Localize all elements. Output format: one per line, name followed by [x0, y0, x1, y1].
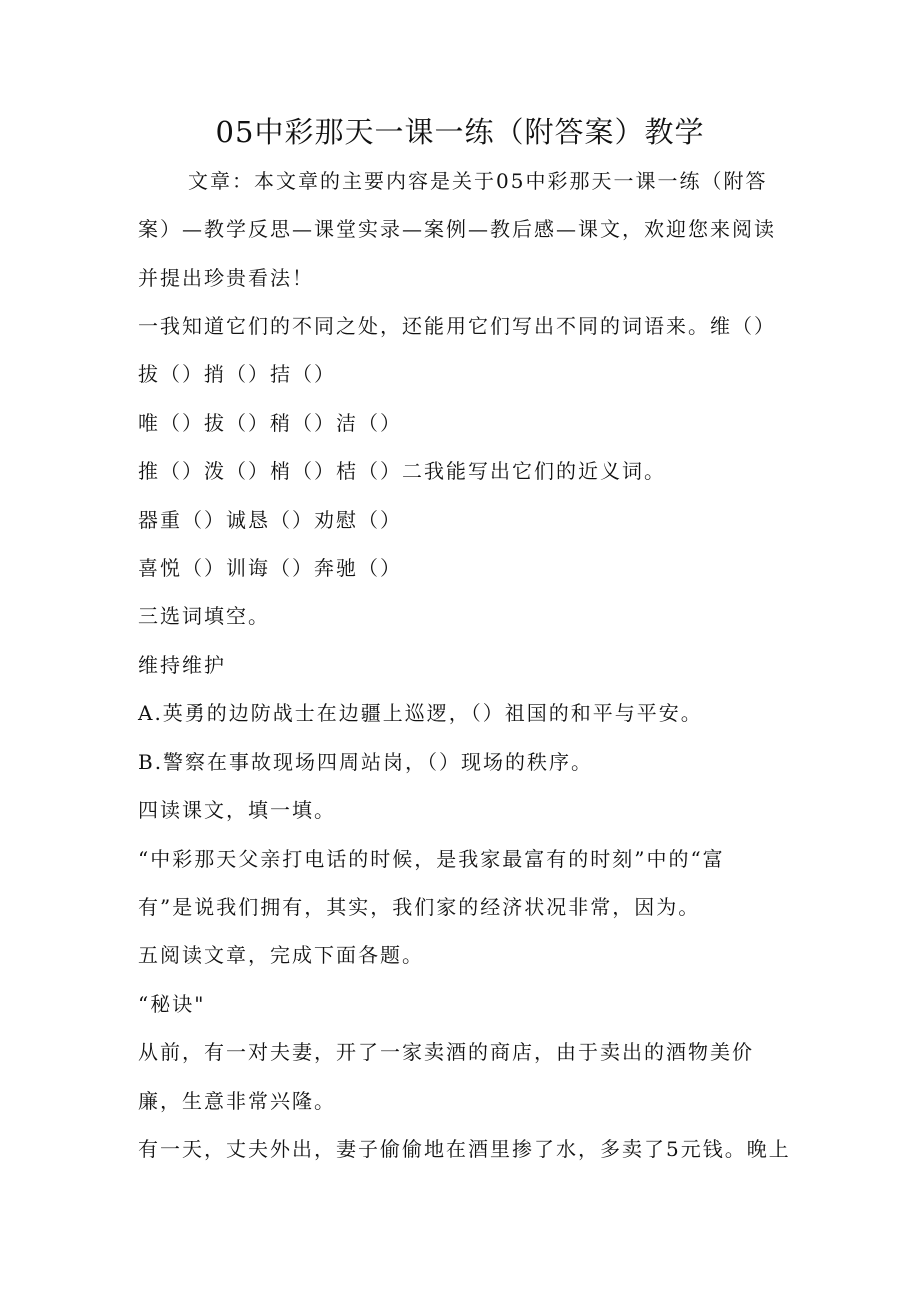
- reading-paragraph-1-line-1: 从前，有一对夫妻，开了一家卖酒的商店，由于卖出的酒物美价: [138, 1040, 754, 1064]
- reading-title: “秘诀": [138, 992, 206, 1016]
- exercise-3-heading: 三选词填空。: [138, 604, 270, 628]
- reading-paragraph-2-line-1: 有一天，丈夫外出，妻子偷偷地在酒里掺了水，多卖了5元钱。晚上: [138, 1137, 791, 1161]
- exercise-4-line-1: “中彩那天父亲打电话的时候，是我家最富有的时刻”中的“富: [138, 847, 725, 871]
- exercise-3-item-b: B.警察在事故现场四周站岗，（）现场的秩序。: [138, 750, 594, 774]
- exercise-2-row-2: 喜悦（）训诲（）奔驰（）: [138, 556, 402, 580]
- exercise-4-heading: 四读课文，填一填。: [138, 798, 336, 822]
- exercise-1-row-1: 拔（）捎（）拮（）: [138, 362, 336, 386]
- exercise-4-line-2: 有”是说我们拥有，其实，我们家的经济状况非常，因为。: [138, 895, 701, 919]
- document-title: 05中彩那天一课一练（附答案）教学: [215, 115, 705, 149]
- exercise-1-row-2: 唯（）拔（）稍（）洁（）: [138, 411, 402, 435]
- exercise-1-heading: 一我知道它们的不同之处，还能用它们写出不同的词语来。维（）: [138, 314, 776, 338]
- exercise-3-word-options: 维持维护: [138, 653, 226, 677]
- exercise-2-row-1: 器重（）诚恳（）劝慰（）: [138, 508, 402, 532]
- intro-line-2: 案）—教学反思—课堂实录—案例—教后感—课文，欢迎您来阅读: [138, 217, 776, 241]
- exercise-1-row-3: 推（）泼（）梢（）桔（）二我能写出它们的近义词。: [138, 459, 666, 483]
- intro-line-1: 文章：本文章的主要内容是关于05中彩那天一课一练（附答: [188, 169, 768, 193]
- exercise-5-heading: 五阅读文章，完成下面各题。: [138, 943, 424, 967]
- reading-paragraph-1-line-2: 廉，生意非常兴隆。: [138, 1089, 336, 1113]
- exercise-3-item-a: A.英勇的边防战士在边疆上巡逻，（）祖国的和平与平安。: [138, 701, 703, 725]
- intro-line-3: 并提出珍贵看法！: [138, 266, 314, 290]
